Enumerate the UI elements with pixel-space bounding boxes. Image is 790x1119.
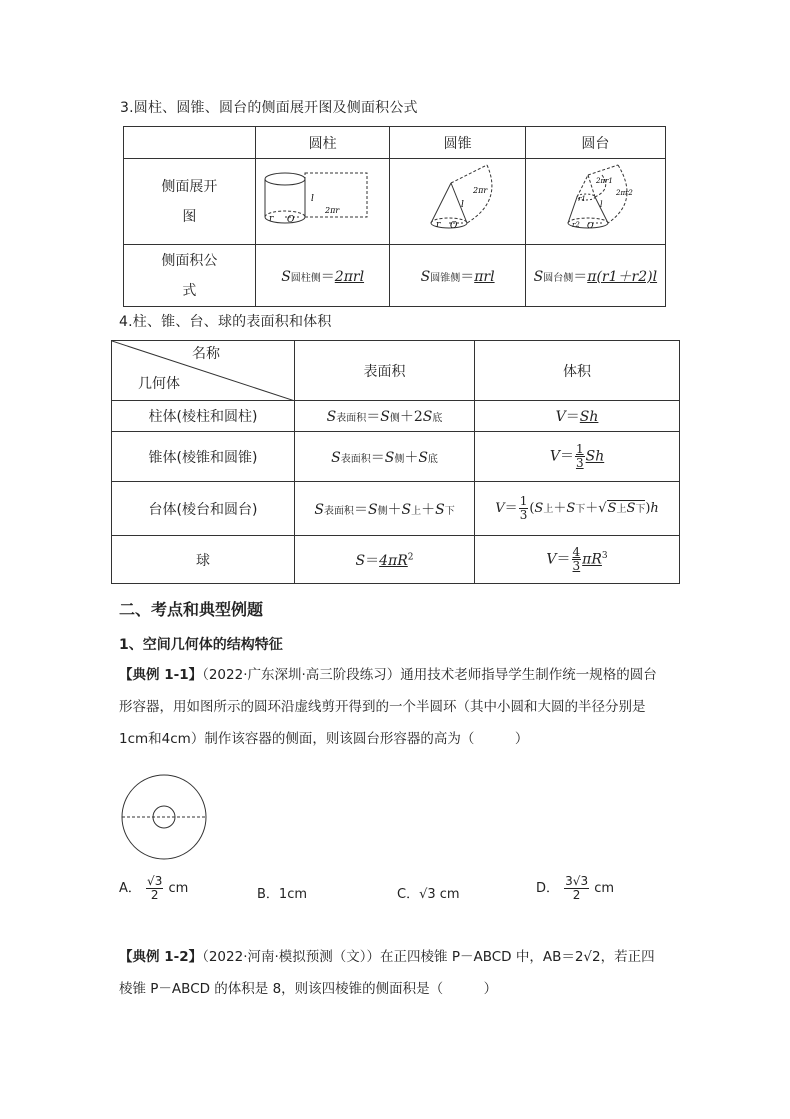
option-d-letter: D．: [536, 881, 560, 896]
frustum-label-r1: r1: [578, 194, 587, 203]
row-label-formula: [124, 245, 256, 307]
frustum-sub-top: 上: [411, 505, 422, 517]
example-1-2: [119, 947, 679, 999]
cone-label-o: O: [449, 220, 457, 231]
option-d-den: 2: [572, 888, 581, 902]
surface-volume-table: [111, 340, 680, 584]
cone-label-r: r: [435, 219, 440, 230]
example-1-1: [119, 665, 679, 749]
row-frustum: 台体(棱台和圆台): [112, 482, 295, 536]
cone-development-figure: [403, 161, 513, 239]
header-frustum: 圆台: [525, 127, 665, 159]
option-a-den: 2: [150, 888, 159, 902]
section-4-title-text: 4.柱、锥、台、球的表面积和体积: [119, 314, 332, 330]
pyramid-volume: V＝ $\frac{1}{3}$ Sh: [475, 432, 680, 482]
frustum-development-cell: [525, 159, 665, 245]
example-1-1-line3: 1cm和4cm）制作该容器的侧面，则该圆台形容器的高为（ ）: [119, 731, 529, 747]
cyl-formula-value: 2πrl: [334, 268, 365, 285]
header-volume: 体积: [475, 341, 680, 401]
option-b-value: 1cm: [278, 887, 308, 902]
prism-sub-side: 侧: [389, 413, 400, 424]
option-d[interactable]: [536, 875, 614, 902]
frustum-formula-value: π(r1＋r2)l: [587, 268, 658, 285]
prism-sub-base: 底: [432, 413, 443, 424]
option-a-unit: cm: [168, 881, 189, 896]
example-1-2-line1: （2022·河南·模拟预测（文））在正四棱锥 P－ABCD 中，AB＝2√2，若正四: [202, 949, 655, 965]
row-label-development-b: 图: [182, 208, 197, 225]
example-1-1-tag: 【典例 1-1】: [119, 667, 203, 683]
frustum-label-2pir2: 2πr2: [616, 188, 634, 197]
cyl-label-o: O: [286, 214, 295, 225]
frustum-v-sub-bottom: 下: [575, 504, 586, 515]
frustum-v-sqrt-bottom: 下: [635, 504, 646, 515]
cylinder-development-figure: [263, 165, 383, 235]
lateral-area-table: [123, 126, 666, 307]
section-3-title: 3.圆柱、圆锥、圆台的侧面展开图及侧面积公式: [120, 100, 418, 116]
corner-cell: [124, 127, 256, 159]
sphere-volume-value: πR: [582, 551, 602, 568]
cyl-sub: 圆柱侧: [290, 272, 321, 284]
sphere-surface-exp: 2: [407, 551, 414, 562]
prism-volume: V＝Sh: [475, 401, 680, 432]
cone-development-cell: [390, 159, 525, 245]
sphere-volume-exp: 3: [601, 550, 608, 561]
option-d-num: 3√3: [565, 874, 589, 888]
frustum-v-sub-top: 上: [543, 504, 554, 515]
example-1-1-line1: （2022·广东深圳·高三阶段练习）通用技术老师指导学生制作统一规格的圆台: [202, 667, 657, 683]
option-c-value: √3 cm: [419, 887, 460, 902]
example-1-2-line2: 棱锥 P－ABCD 的体积是 8，则该四棱锥的侧面积是（ ）: [119, 981, 498, 997]
header-cone: 圆锥: [390, 127, 525, 159]
cone-sub: 圆锥侧: [430, 272, 461, 284]
part-2-title: 二、考点和典型例题: [119, 600, 264, 619]
option-a[interactable]: [119, 875, 188, 902]
frustum-sub-bottom: 下: [444, 505, 455, 517]
prism-volume-value: Sh: [579, 409, 599, 425]
frustum-label-2pir1: 2πr1: [596, 176, 614, 185]
option-b-letter: B．: [257, 887, 279, 902]
pyramid-surface: S表面积＝S侧＋S底: [294, 432, 474, 482]
option-b[interactable]: [257, 883, 307, 902]
prism-sub-surface: 表面积: [336, 413, 367, 424]
sphere-surface: $S=4\pi R^2$: [294, 536, 474, 584]
frustum-sub: 圆台侧: [543, 272, 574, 284]
cyl-label-l: l: [310, 193, 314, 204]
frustum-sub-side: 侧: [377, 505, 388, 517]
sphere-surface-value: 4πR: [379, 552, 408, 569]
pyramid-sub-surface: 表面积: [340, 453, 371, 465]
pyramid-sub-base: 底: [427, 453, 438, 465]
option-c-letter: C．: [397, 887, 420, 902]
frustum-volume: V＝ $\frac{1}{3}$ (S上＋S下＋√S上S下)h: [475, 482, 680, 536]
option-c[interactable]: [397, 883, 460, 902]
frustum-label-r2: r2: [572, 220, 581, 229]
option-d-unit: cm: [594, 881, 615, 896]
option-a-letter: A．: [119, 881, 141, 896]
cyl-label-2pir: 2πr: [324, 205, 339, 215]
prism-surface: S表面积＝S侧＋2S底: [294, 401, 474, 432]
cone-label-2pir: 2πr: [472, 185, 487, 195]
row-label-formula-b: 式: [182, 282, 197, 299]
section-4-title: [119, 311, 332, 331]
example-1-1-line2: 形容器，用如图所示的圆环沿虚线剪开得到的一个半圆环（其中小圆和大圆的半径分别是: [119, 699, 646, 715]
cone-label-l: l: [460, 199, 464, 210]
frustum-development-figure: [540, 161, 650, 239]
header-cylinder: 圆柱: [255, 127, 390, 159]
cone-formula: S圆锥侧＝πrl: [390, 245, 525, 307]
row-label-formula-a: 侧面积公: [161, 252, 218, 269]
row-pyramid: 锥体(棱锥和圆锥): [112, 432, 295, 482]
cylinder-formula: S圆柱侧＝2πrl: [255, 245, 390, 307]
frustum-formula: S圆台侧＝π(r1＋r2)l: [525, 245, 665, 307]
row-sphere: 球: [112, 536, 295, 584]
frustum-label-l: l: [600, 199, 603, 209]
header-surface: 表面积: [294, 341, 474, 401]
frustum-surface: S表面积＝S侧＋S上＋S下: [294, 482, 474, 536]
cyl-label-r: r: [268, 213, 273, 224]
corner-bottom-label: 几何体: [138, 376, 180, 392]
pyramid-sub-side: 侧: [394, 453, 405, 465]
row-label-development: [124, 159, 256, 245]
sphere-volume: V＝ $\frac{4}{3}$ $\pi R^3$: [475, 536, 680, 584]
frustum-sub-surface: 表面积: [323, 505, 354, 517]
row-label-development-a: 侧面展开: [161, 178, 218, 195]
cylinder-development-cell: [255, 159, 390, 245]
pyramid-volume-value: Sh: [585, 448, 605, 465]
cone-formula-value: πrl: [474, 268, 495, 285]
corner-top-label: 名称: [192, 346, 220, 362]
option-a-num: √3: [147, 874, 163, 888]
corner-header: [112, 341, 295, 401]
example-1-2-tag: 【典例 1-2】: [119, 949, 203, 965]
row-prism: 柱体(棱柱和圆柱): [112, 401, 295, 432]
frustum-label-o: O: [587, 220, 594, 230]
annulus-figure: [120, 773, 208, 861]
frustum-v-sqrt-top: 上: [616, 504, 627, 515]
topic-1-title: 1、空间几何体的结构特征: [119, 637, 283, 653]
